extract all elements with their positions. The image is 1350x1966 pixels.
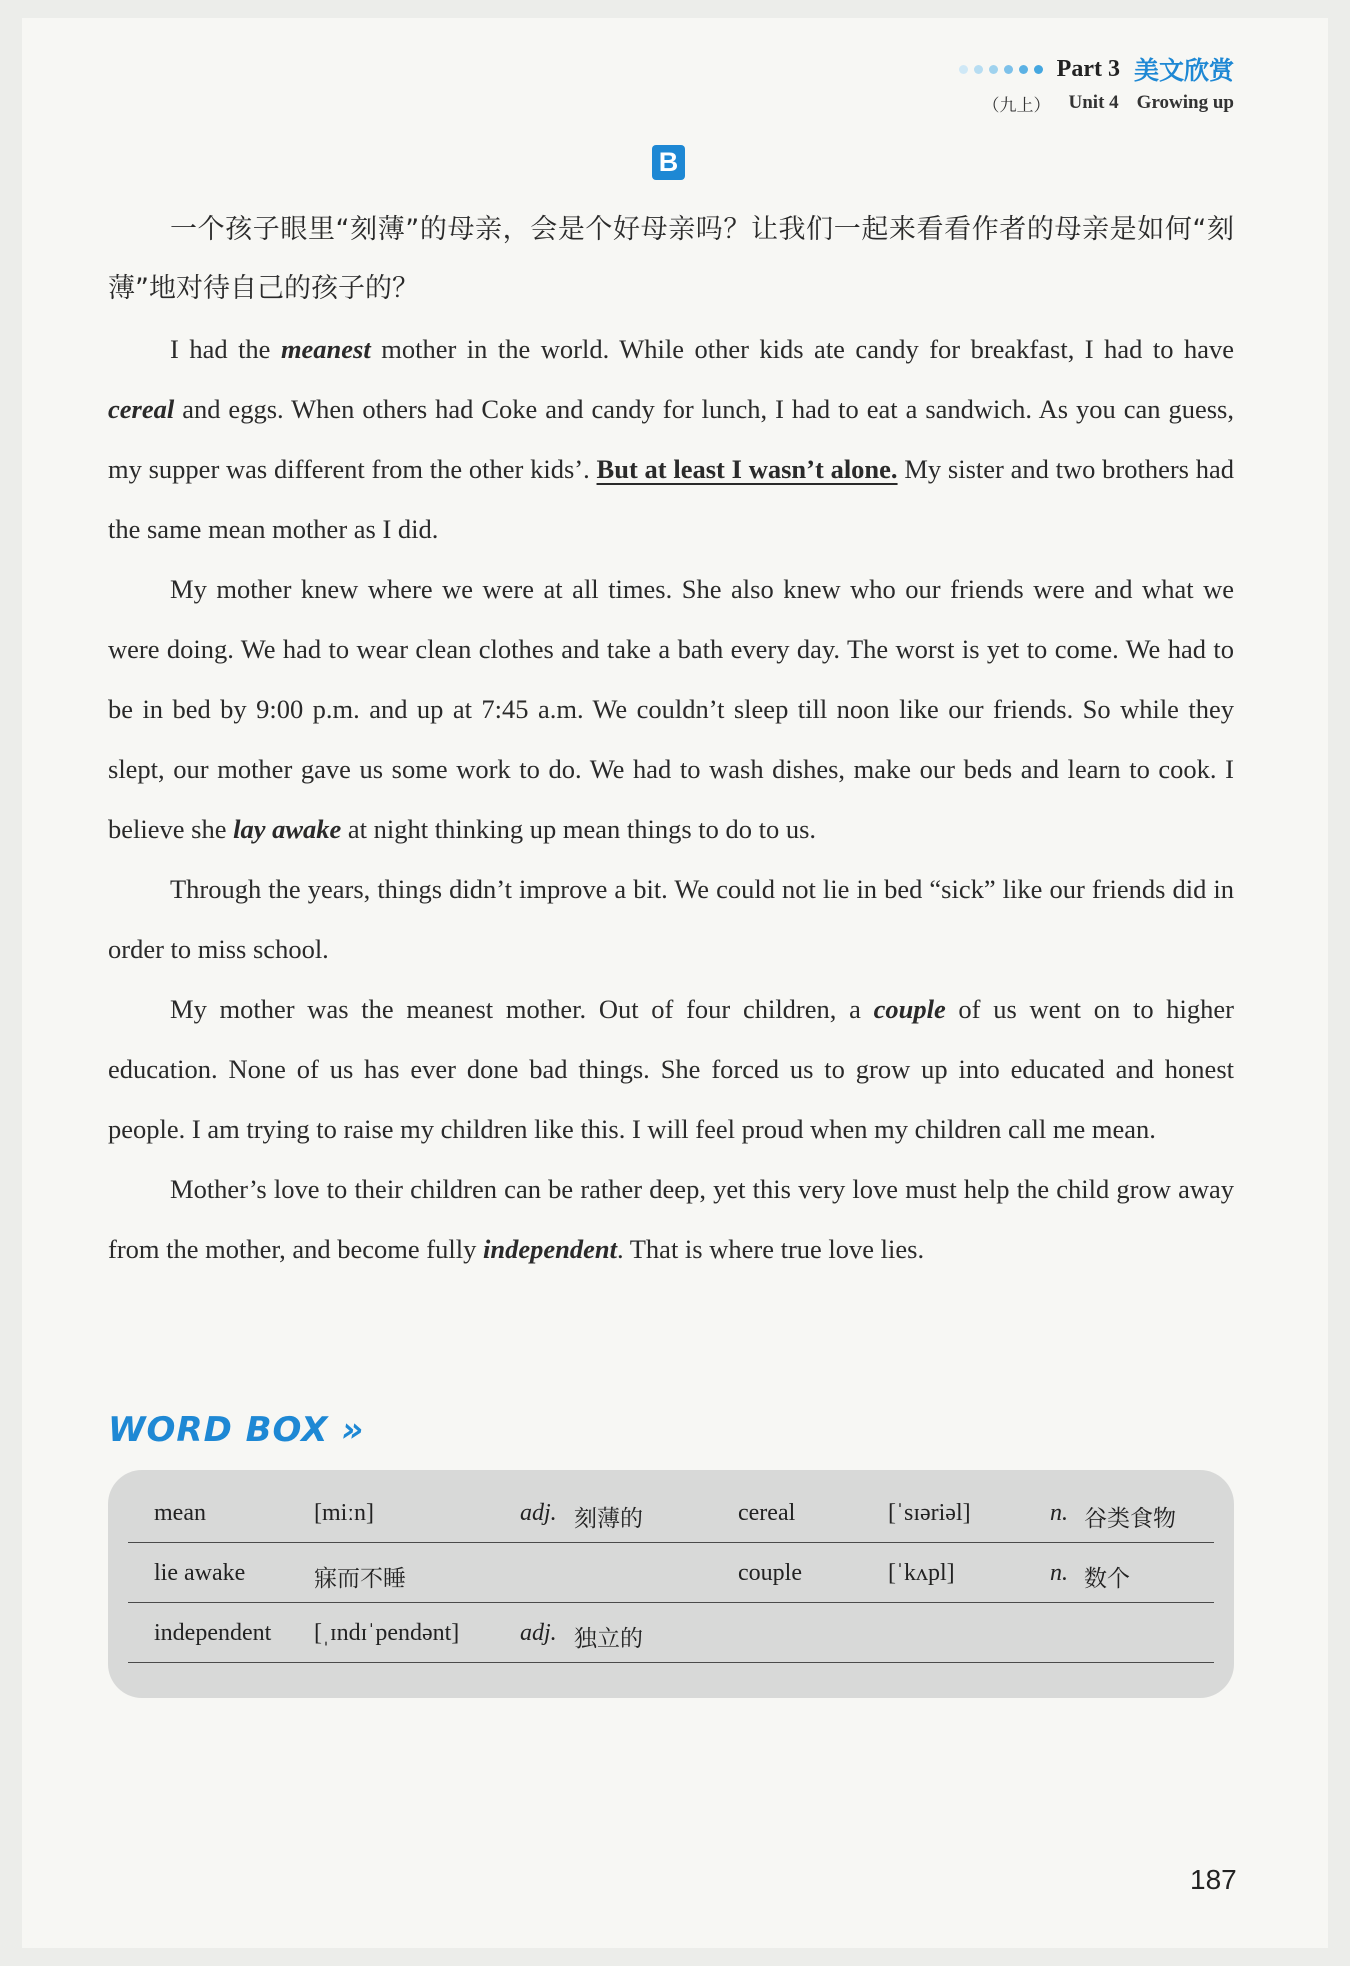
text: I had the — [170, 334, 281, 364]
part-of-speech: n. — [1050, 1560, 1068, 1586]
word: independent — [154, 1620, 272, 1646]
dot-icon — [989, 65, 998, 74]
phonetic: [ˈsɪəriəl] — [888, 1500, 971, 1526]
meaning: 独立的 — [574, 1626, 643, 1652]
text: My sister and two brothers had the same mean mother as I did. — [108, 454, 1234, 544]
part-label: Part 3 — [1056, 55, 1120, 82]
keyword-lay-awake: lay awake — [233, 814, 342, 844]
grade-label: （九上） — [982, 95, 1051, 116]
dot-icon — [1034, 65, 1043, 74]
word: cereal — [738, 1500, 796, 1526]
page-number: 187 — [1190, 1864, 1237, 1895]
keyword-meanest: meanest — [280, 334, 371, 364]
part-of-speech: adj. — [520, 1500, 557, 1526]
unit-line — [920, 90, 1234, 116]
unit-title: Growing up — [1136, 92, 1234, 113]
paragraph-4 — [108, 979, 1234, 1159]
phonetic: [ˌɪndɪˈpendənt] — [314, 1620, 460, 1646]
text: of us went on to higher education. None of us has ever done bad things. She forced us to grow up into educated and honest people. I am trying to raise my children like this. I will feel proud when my children call me mean. — [108, 994, 1234, 1144]
part-of-speech: adj. — [520, 1620, 557, 1646]
chinese-intro: 一个孩子眼里“刻薄”的母亲，会是个好母亲吗？让我们一起来看看作者的母亲是如何“刻薄”地对待自己的孩子的？ — [108, 214, 1234, 304]
word-box-title: WORD BOX » — [108, 1410, 365, 1450]
keyword-couple: couple — [873, 994, 946, 1024]
paragraph-3: Through the years, things didn’t improve a bit. We could not lie in bed “sick” like our friends did in order to miss school. — [108, 874, 1234, 964]
phonetic: [ˈkʌpl] — [888, 1560, 955, 1586]
meaning: 谷类食物 — [1084, 1506, 1176, 1532]
meaning: 刻薄的 — [574, 1506, 643, 1532]
text: My mother was the meanest mother. Out of four children, a — [170, 994, 874, 1024]
dot-icon — [1004, 65, 1013, 74]
word-row — [128, 1482, 1214, 1543]
decorative-dots — [959, 65, 1043, 74]
paragraph-1 — [108, 319, 1234, 559]
section-badge: B — [652, 145, 685, 180]
section-title: 美文欣赏 — [1133, 56, 1234, 85]
paragraph-5 — [108, 1159, 1234, 1279]
text: and eggs. When others had Coke and candy for lunch, I had to eat a sandwich. As you can guess, my supper was different from the other kids’. — [108, 394, 1234, 484]
text: Mother’s love to their children can be rather deep, yet this very love must help the child grow away from the mother, and become fully — [108, 1174, 1234, 1264]
meaning: 数个 — [1084, 1566, 1130, 1592]
text: at night thinking up mean things to do to us. — [341, 814, 817, 844]
phonetic: [miːn] — [314, 1500, 374, 1526]
dot-icon — [1019, 65, 1028, 74]
word-box — [108, 1470, 1234, 1698]
dot-icon — [959, 65, 968, 74]
word: lie awake — [154, 1560, 246, 1586]
text: My mother knew where we were at all times. She also knew who our friends were and what we were doing. We had to wear clean clothes and take a bath every day. The worst is yet to come. We had to be in bed by 9:00 p.m. and up at 7:45 a.m. We couldn’t sleep till noon like our friends. So while they slept, our mother gave us some work to do. We had to wash dishes, make our beds and learn to cook. I believe she — [108, 574, 1234, 844]
keyword-cereal: cereal — [108, 394, 175, 424]
word-row — [128, 1602, 1214, 1663]
underlined-sentence: But at least I wasn’t alone. — [596, 454, 898, 484]
article — [108, 200, 1234, 1279]
unit-label: Unit 4 — [1068, 92, 1119, 113]
text: mother in the world. While other kids ate candy for breakfast, I had to have — [370, 334, 1234, 364]
dot-icon — [974, 65, 983, 74]
word-row — [128, 1542, 1214, 1603]
part-of-speech: n. — [1050, 1500, 1068, 1526]
paragraph-2 — [108, 559, 1234, 859]
word: mean — [154, 1500, 206, 1526]
word: couple — [738, 1560, 802, 1586]
keyword-independent: independent — [482, 1234, 617, 1264]
page-header — [912, 52, 1234, 86]
meaning: 寐而不睡 — [314, 1566, 406, 1592]
text: . That is where true love lies. — [616, 1234, 925, 1264]
